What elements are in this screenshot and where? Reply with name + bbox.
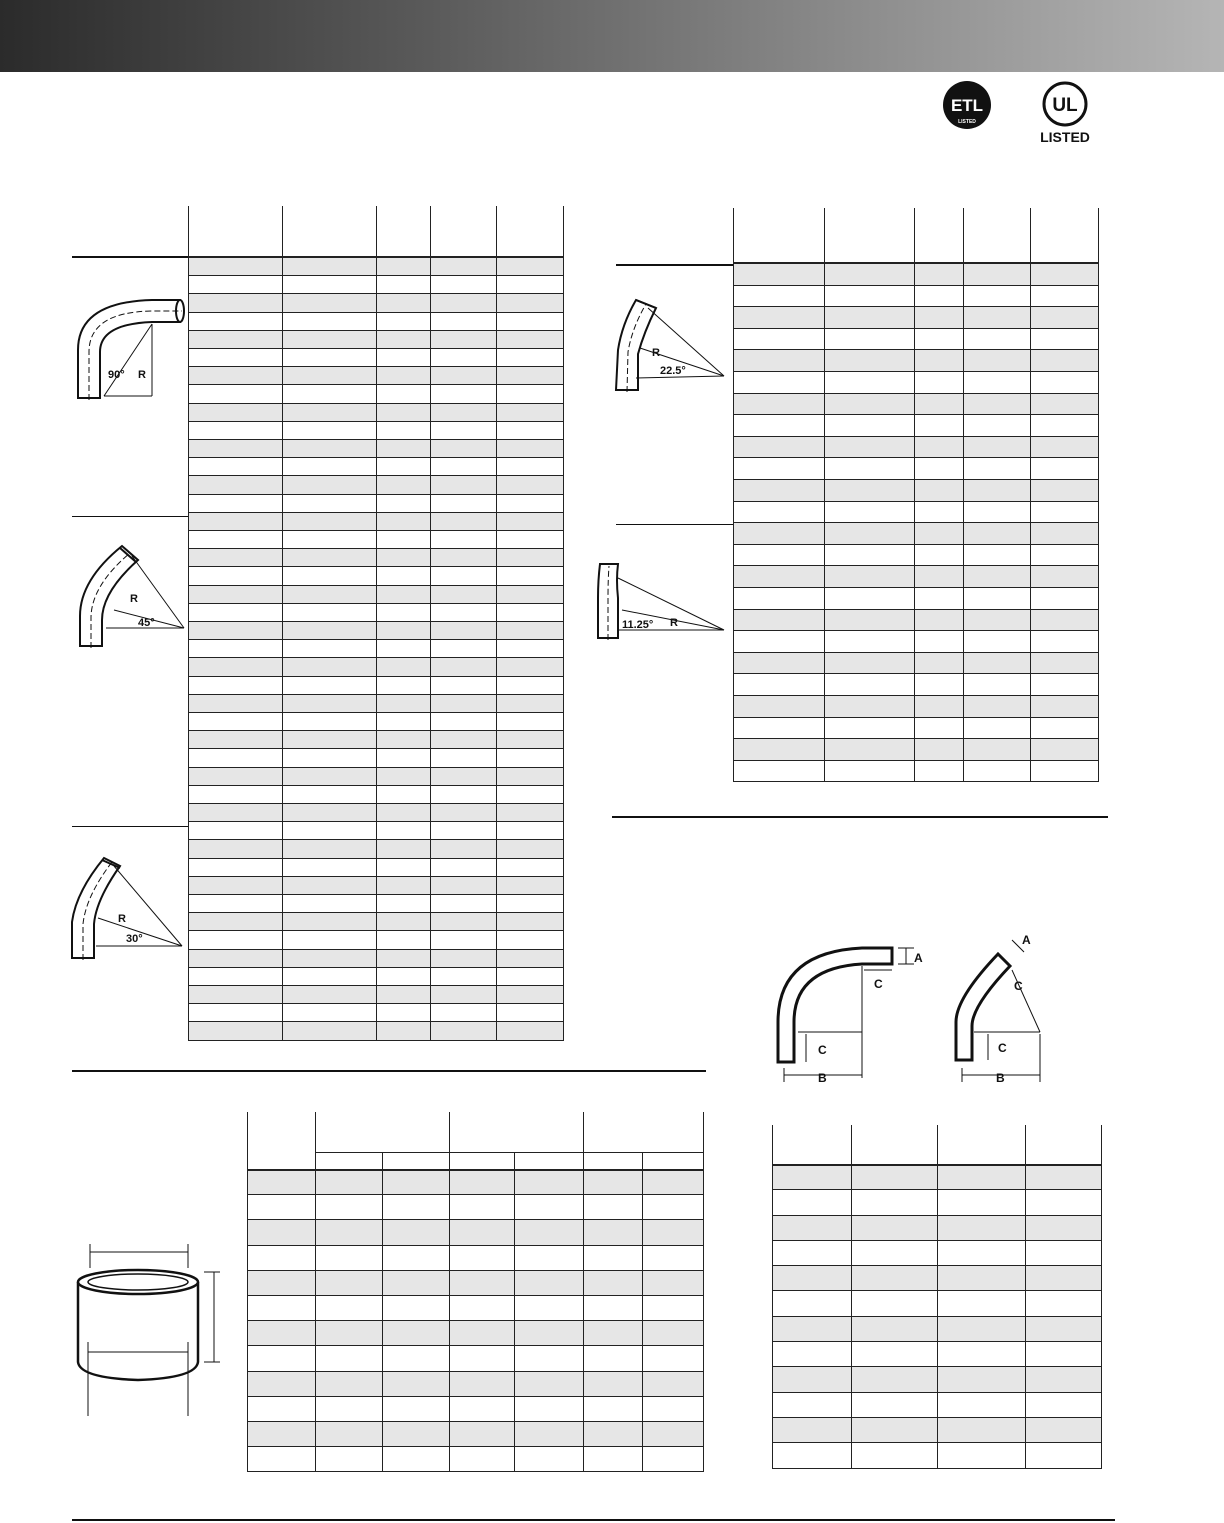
table-row <box>733 415 1099 437</box>
table-header-rule <box>247 1169 704 1171</box>
table-column-divider <box>914 208 915 782</box>
table-column-divider <box>937 1125 938 1469</box>
table-header-rule <box>315 1152 704 1153</box>
svg-text:R: R <box>670 617 678 629</box>
svg-text:R: R <box>118 913 126 925</box>
table-row <box>733 631 1099 653</box>
table-row <box>733 718 1099 740</box>
dimension-diagram-90 <box>772 938 942 1084</box>
table-row <box>733 480 1099 502</box>
svg-text:22.5°: 22.5° <box>660 365 686 377</box>
section-rule <box>616 524 733 525</box>
elbow-90-radius: R <box>138 369 146 381</box>
svg-text:R: R <box>652 347 660 359</box>
section-rule <box>72 516 188 517</box>
table-column-divider <box>733 208 734 782</box>
table-column-divider <box>703 1112 704 1472</box>
elbow-table-right <box>733 208 1099 782</box>
table-row <box>733 350 1099 372</box>
table-column-divider <box>1025 1125 1026 1469</box>
table-row <box>733 566 1099 588</box>
table-column-divider <box>449 1112 450 1472</box>
table-row <box>733 739 1099 761</box>
table-header-rule <box>188 256 564 258</box>
table-row <box>733 307 1099 329</box>
table-row <box>733 394 1099 416</box>
table-column-divider <box>315 1112 316 1472</box>
svg-text:LISTED: LISTED <box>958 119 976 125</box>
elbow-45-diagram <box>76 540 190 655</box>
elbow-30-diagram <box>68 852 188 967</box>
table-column-divider <box>247 1112 248 1472</box>
table-column-divider <box>376 206 377 1041</box>
table-header-rule <box>733 262 1099 264</box>
svg-text:11.25°: 11.25° <box>622 619 654 631</box>
coupling-diagram <box>70 1238 230 1418</box>
table-column-divider <box>1030 208 1031 782</box>
svg-text:A: A <box>1022 933 1031 947</box>
table-row <box>733 458 1099 480</box>
table-column-divider <box>772 1125 773 1469</box>
svg-text:B: B <box>996 1071 1005 1084</box>
svg-text:C: C <box>818 1043 827 1057</box>
svg-text:LISTED: LISTED <box>1040 129 1090 145</box>
section-rule <box>72 826 188 827</box>
svg-text:30°: 30° <box>126 933 143 945</box>
table-column-divider <box>583 1112 584 1472</box>
svg-text:ETL: ETL <box>950 96 984 115</box>
table-row <box>733 588 1099 610</box>
table-row <box>733 437 1099 459</box>
table-row <box>733 502 1099 524</box>
svg-text:R: R <box>130 593 138 605</box>
table-column-divider <box>963 208 964 782</box>
etl-listed-logo <box>940 80 998 132</box>
elbow-table-left <box>188 206 564 1041</box>
coupling-table <box>247 1112 704 1472</box>
dimension-table <box>772 1125 1102 1469</box>
section-divider <box>612 816 1108 818</box>
dimension-diagram-45 <box>950 928 1060 1084</box>
svg-text:C: C <box>874 977 883 991</box>
table-row <box>733 523 1099 545</box>
table-column-divider <box>851 1125 852 1469</box>
svg-text:A: A <box>914 951 923 965</box>
table-row <box>733 653 1099 675</box>
table-row <box>733 545 1099 567</box>
svg-text:C: C <box>998 1041 1007 1055</box>
table-column-divider <box>1098 208 1099 782</box>
table-row <box>733 610 1099 632</box>
section-rule <box>616 264 733 266</box>
svg-text:C: C <box>1014 979 1023 993</box>
svg-text:UL: UL <box>1052 95 1078 116</box>
table-row <box>733 696 1099 718</box>
ul-listed-logo <box>1038 80 1094 146</box>
table-column-divider <box>382 1152 383 1472</box>
table-row <box>733 329 1099 351</box>
table-row <box>733 372 1099 394</box>
elbow-90-diagram <box>70 290 190 410</box>
table-header-rule <box>772 1164 1102 1166</box>
elbow-22-5-diagram <box>610 294 730 398</box>
svg-text:B: B <box>818 1071 827 1084</box>
elbow-11-25-diagram <box>590 558 730 644</box>
table-row <box>733 264 1099 286</box>
table-column-divider <box>642 1152 643 1472</box>
table-column-divider <box>1101 1125 1102 1469</box>
table-column-divider <box>824 208 825 782</box>
table-column-divider <box>282 206 283 1041</box>
table-column-divider <box>496 206 497 1041</box>
table-column-divider <box>430 206 431 1041</box>
table-column-divider <box>563 206 564 1041</box>
svg-text:45°: 45° <box>138 617 155 629</box>
section-divider <box>72 1070 706 1072</box>
header-band <box>0 0 1224 72</box>
table-row <box>733 286 1099 308</box>
table-row <box>733 761 1099 783</box>
table-column-divider <box>514 1152 515 1472</box>
section-rule <box>72 256 188 258</box>
elbow-90-angle: 90° <box>108 369 125 381</box>
footer-rule <box>72 1519 1115 1521</box>
table-row <box>733 674 1099 696</box>
